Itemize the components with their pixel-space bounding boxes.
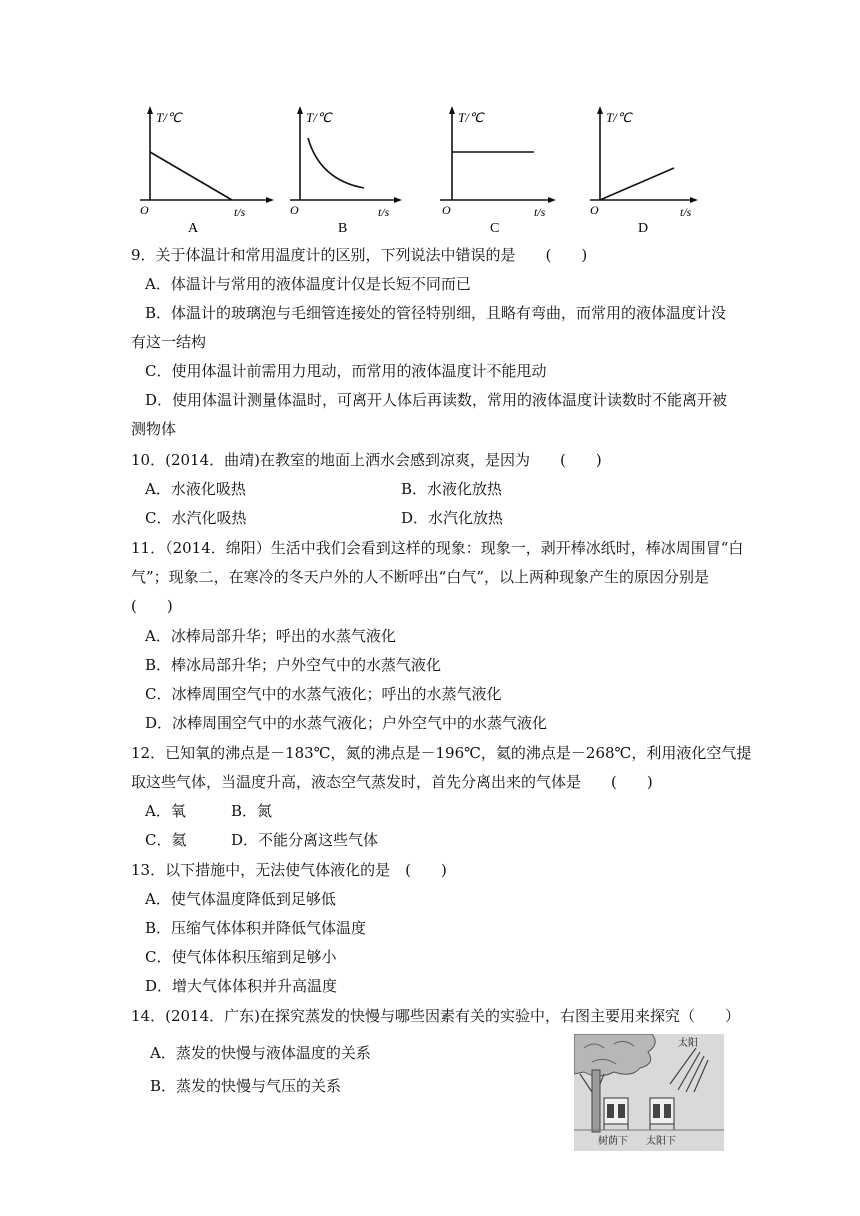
graph-c [432, 100, 592, 236]
q9-option-b-cont: 有这一结构 [131, 333, 207, 351]
graph-line [600, 168, 674, 200]
origin-label: O [140, 203, 149, 217]
graph-caption: B [338, 221, 348, 236]
graph-line [150, 152, 232, 200]
graph-a [132, 100, 292, 236]
q10-option-c: C．水汽化吸热 [145, 509, 247, 527]
q11-option-a: A．冰棒局部升华；呼出的水蒸气液化 [145, 627, 396, 645]
q12-option-b: B．氮 [231, 802, 273, 820]
q9-option-b: B．体温计的玻璃泡与毛细管连接处的管径特别细，且略有弯曲，而常用的液体温度计没 [145, 304, 727, 322]
q13-option-a: A．使气体温度降低到足够低 [145, 890, 336, 908]
y-axis-label: T/℃ [306, 110, 332, 125]
q14-stem: 14．(2014．广东)在探究蒸发的快慢与哪些因素有关的实验中，右图主要用来探究（ ） [131, 1007, 740, 1025]
sunlight-label: 太阳下 [646, 1136, 676, 1147]
evaporation-experiment-figure [574, 1034, 724, 1151]
x-axis-label: t/s [234, 205, 246, 219]
q11-option-d: D．冰棒周围空气中的水蒸气液化；户外空气中的水蒸气液化 [145, 714, 548, 732]
q11-answer-bracket: ( ) [131, 597, 173, 615]
x-axis-label: t/s [378, 205, 390, 219]
q13-option-c: C．使气体体积压缩到足够小 [145, 948, 337, 966]
q12-stem-cont: 取这些气体，当温度升高，液态空气蒸发时，首先分离出来的气体是 ( ) [131, 773, 653, 791]
q9-stem: 9．关于体温计和常用温度计的区别，下列说法中错误的是 ( ) [131, 246, 588, 264]
q11-stem-cont: 气”；现象二，在寒冷的冬天户外的人不断呼出“白气”，以上两种现象产生的原因分别是 [131, 568, 710, 586]
x-axis-label: t/s [680, 205, 692, 219]
q10-stem: 10．(2014．曲靖)在教室的地面上洒水会感到凉爽，是因为 ( ) [131, 451, 602, 469]
q12-option-d: D．不能分离这些气体 [231, 831, 379, 849]
graph-b [282, 100, 442, 236]
y-axis-label: T/℃ [606, 110, 632, 125]
y-axis-label: T/℃ [156, 110, 182, 125]
q10-option-d: D．水汽化放热 [401, 509, 504, 527]
origin-label: O [442, 203, 451, 217]
q10-option-b: B．水液化放热 [401, 480, 503, 498]
shade-label: 树荫下 [598, 1136, 628, 1147]
q14-option-b: B．蒸发的快慢与气压的关系 [150, 1077, 342, 1095]
q13-option-d: D．增大气体体积并升高温度 [145, 977, 338, 995]
y-axis-label: T/℃ [458, 110, 484, 125]
graph-caption: A [188, 221, 199, 236]
q9-option-c: C．使用体温计前需用力甩动，而常用的液体温度计不能甩动 [145, 362, 547, 380]
q9-option-a: A．体温计与常用的液体温度计仅是长短不同而已 [145, 275, 471, 293]
graph-caption: D [638, 221, 649, 236]
q9-option-d: D．使用体温计测量体温时，可离开人体后再读数，常用的液体温度计读数时不能离开被 [145, 391, 728, 409]
q9-option-d-cont: 测物体 [131, 420, 177, 438]
q11-option-c: C．冰棒周围空气中的水蒸气液化；呼出的水蒸气液化 [145, 685, 502, 703]
graph-caption: C [490, 221, 500, 236]
q12-option-c: C．氦 [145, 831, 187, 849]
x-axis-label: t/s [534, 205, 546, 219]
graph-d [582, 100, 742, 236]
q11-option-b: B．棒冰局部升华；户外空气中的水蒸气液化 [145, 656, 442, 674]
origin-label: O [290, 203, 299, 217]
graph-line [308, 138, 364, 188]
q11-stem: 11．（2014．绵阳）生活中我们会看到这样的现象：现象一，剥开棒冰纸时，棒冰周围冒“白 [131, 539, 744, 557]
q10-option-a: A．水液化吸热 [145, 480, 246, 498]
sun-label: 太阳 [678, 1038, 698, 1049]
origin-label: O [590, 203, 599, 217]
q14-option-a: A．蒸发的快慢与液体温度的关系 [150, 1044, 371, 1062]
q12-stem: 12．已知氧的沸点是－183℃，氮的沸点是－196℃，氦的沸点是－268℃，利用液化空气提 [131, 744, 752, 762]
q12-option-a: A．氧 [145, 802, 186, 820]
q13-option-b: B．压缩气体体积并降低气体温度 [145, 919, 367, 937]
q13-stem: 13．以下措施中，无法使气体液化的是 ( ) [131, 861, 447, 879]
